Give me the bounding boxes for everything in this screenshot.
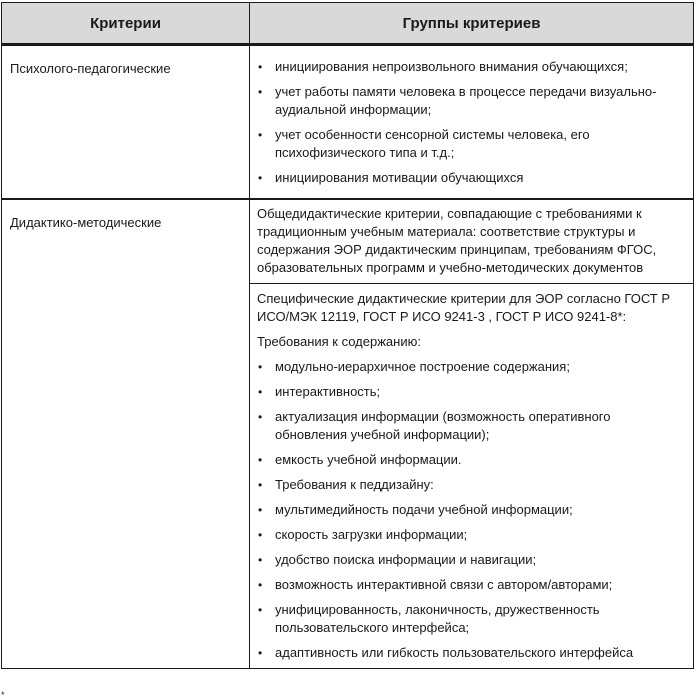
specific-intro: Специфические дидактические критерии для ЭОР согласно ГОСТ Р ИСО/МЭК 12119, ГОСТ Р ИСО 9241-3 , ГОСТ Р ИСО 9241-8*: bbox=[257, 291, 671, 324]
list-item: • емкость учебной информации. bbox=[257, 451, 685, 469]
list-item: • модульно-иерархичное построение содержания; bbox=[257, 358, 685, 376]
list-item: • интерактивность; bbox=[257, 383, 685, 401]
didactic-general-text: Общедидактические критерии, совпадающие с требованиями к традиционным учебным материала: соответствие структуры и содержания ЭОР дидактическим принципам, требованиям ФГОС, образовательных программ и учебно-методических документов bbox=[257, 206, 657, 275]
list-item: • удобство поиска информации и навигации; bbox=[257, 551, 685, 569]
table-header-row bbox=[2, 3, 694, 45]
list-item: • учет работы памяти человека в процессе передачи визуально-аудиальной информации; bbox=[257, 83, 685, 119]
criterion-psych: Психолого-педагогические bbox=[2, 45, 250, 200]
list-item: • скорость загрузки информации; bbox=[257, 526, 685, 544]
didactic-general-cell bbox=[250, 199, 694, 284]
list-item: • унифицированность, лаконичность, дружественность пользовательского интерфейса; bbox=[257, 601, 685, 637]
list-item: • инициирования мотивации обучающихся bbox=[257, 169, 685, 187]
list-item: • адаптивность или гибкость пользовательского интерфейса bbox=[257, 644, 685, 662]
list-item: • возможность интерактивной связи с автором/авторами; bbox=[257, 576, 685, 594]
list-item: • Требования к педдизайну: bbox=[257, 476, 685, 494]
didactic-specific-cell bbox=[250, 284, 694, 669]
didactic-bullet-list bbox=[257, 358, 685, 662]
list-item: • актуализация информации (возможность оперативного обновления учебной информации); bbox=[257, 408, 685, 444]
criteria-table bbox=[1, 2, 694, 669]
header-criteria-groups: Группы критериев bbox=[250, 3, 694, 45]
list-item: • учет особенности сенсорной системы человека, его психофизического типа и т.д.; bbox=[257, 126, 685, 162]
criteria-groups-psych bbox=[250, 45, 694, 200]
list-item: • мультимедийность подачи учебной информации; bbox=[257, 501, 685, 519]
table-row-psych bbox=[2, 45, 694, 200]
psych-bullet-list bbox=[257, 58, 685, 187]
footnote-marker: * bbox=[1, 690, 5, 700]
table-row-didactic-general bbox=[2, 199, 694, 284]
header-criteria: Критерии bbox=[2, 3, 250, 45]
list-item: • инициирования непроизвольного внимания обучающихся; bbox=[257, 58, 685, 76]
content-requirements-label: Требования к содержанию: bbox=[257, 334, 421, 349]
criterion-didactic: Дидактико-методические bbox=[2, 199, 250, 669]
